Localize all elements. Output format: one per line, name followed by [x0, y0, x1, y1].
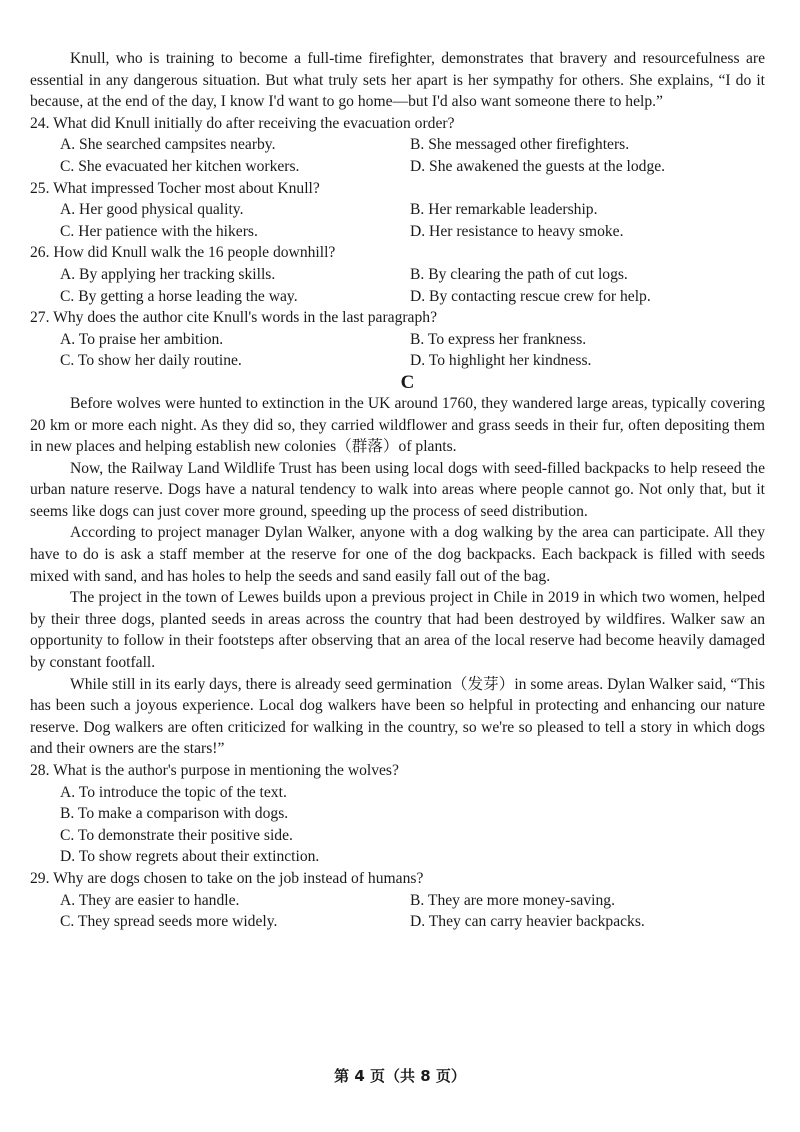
option-a: A. They are easier to handle.	[60, 891, 240, 909]
passage-c-paragraph-5: While still in its early days, there is already seed germination（发芽）in some areas. Dylan Walker said, “This has been such a joyous experience. Local dog walkers have been so helpful in protecting and enhancing our nature reserve. Dog walkers are often criticized for walking in the country, so we're so pleased to tell a story in which dogs and their owners are the stars!”	[30, 675, 765, 758]
option-d: D. She awakened the guests at the lodge.	[410, 157, 666, 175]
question-stem: 24. What did Knull initially do after receiving the evacuation order?	[30, 114, 455, 132]
option-d: D. Her resistance to heavy smoke.	[410, 222, 624, 240]
option-a: A. Her good physical quality.	[60, 201, 244, 219]
option-b: B. To make a comparison with dogs.	[60, 805, 289, 823]
question-24	[30, 113, 765, 178]
question-stem: 26. How did Knull walk the 16 people downhill?	[30, 244, 336, 262]
passage-c-paragraph-4: The project in the town of Lewes builds upon a previous project in Chile in 2019 in which two women, helped by their three dogs, planted seeds in areas across the country that had been destroyed by wildfires. Walker saw an opportunity to follow in their footsteps after observing that an area of the local reserve had become heavily damaged by constant footfall.	[30, 589, 765, 672]
option-b: B. By clearing the path of cut logs.	[410, 265, 628, 283]
passage-b-paragraph: Knull, who is training to become a full-time firefighter, demonstrates that bravery and resourcefulness are essential in any dangerous situation. But what truly sets her apart is her sympathy for others. She explains, “I do it because, at the end of the day, I know I'd want to go home—but I'd also want someone there to help.”	[30, 50, 765, 111]
option-c: C. To show her daily routine.	[60, 352, 242, 370]
question-29	[30, 868, 765, 933]
question-stem: 27. Why does the author cite Knull's words in the last paragraph?	[30, 309, 437, 327]
option-b: B. She messaged other firefighters.	[410, 136, 630, 154]
option-a: A. By applying her tracking skills.	[60, 265, 276, 283]
option-c: C. They spread seeds more widely.	[60, 913, 278, 931]
option-b: B. To express her frankness.	[410, 330, 587, 348]
question-25	[30, 178, 765, 243]
option-c: C. Her patience with the hikers.	[60, 222, 258, 240]
passage-c-paragraph-3: According to project manager Dylan Walker, anyone with a dog walking by the area can participate. All they have to do is ask a staff member at the reserve for one of the dog backpacks. Each backpack is filled with seeds mixed with sand, and has holes to help the seeds and sand easily fall out of the bag.	[30, 524, 765, 585]
question-27	[30, 307, 765, 372]
option-a: A. To praise her ambition.	[60, 330, 224, 348]
option-c: C. She evacuated her kitchen workers.	[60, 157, 300, 175]
passage-c-paragraph-1: Before wolves were hunted to extinction in the UK around 1760, they wandered large areas, typically covering 20 km or more each night. As they did so, they carried wildflower and grass seeds in their fur, often depositing them in new places and helping establish new colonies（群落）of plants.	[30, 394, 765, 456]
options-grid	[30, 329, 765, 372]
question-stem: 25. What impressed Tocher most about Knull?	[30, 179, 320, 197]
option-b: B. Her remarkable leadership.	[410, 201, 598, 219]
options-grid	[30, 890, 765, 933]
question-stem: 29. Why are dogs chosen to take on the job instead of humans?	[30, 869, 424, 887]
option-d: D. To highlight her kindness.	[410, 352, 592, 370]
option-c: C. By getting a horse leading the way.	[60, 287, 298, 305]
option-d: D. They can carry heavier backpacks.	[410, 913, 645, 931]
option-a: A. To introduce the topic of the text.	[60, 783, 287, 801]
options-grid	[30, 264, 765, 307]
option-d: D. To show regrets about their extinction.	[60, 848, 320, 866]
question-stem: 28. What is the author's purpose in mentioning the wolves?	[30, 762, 399, 779]
option-d: D. By contacting rescue crew for help.	[410, 287, 651, 305]
page-body	[30, 48, 765, 933]
option-a: A. She searched campsites nearby.	[60, 136, 276, 154]
page-number-footer: 第 4 页（共 8 页）	[334, 1067, 466, 1085]
section-c-heading: C	[400, 371, 415, 393]
options-list	[30, 782, 765, 868]
options-grid	[30, 199, 765, 242]
option-c: C. To demonstrate their positive side.	[60, 826, 293, 844]
passage-c-paragraph-2: Now, the Railway Land Wildlife Trust has been using local dogs with seed-filled backpacks to help reseed the urban nature reserve. Dogs have a natural tendency to walk into areas where people cannot go. Not only that, but it seems like dogs can just cover more ground, speeding up the process of seed distribution.	[30, 459, 765, 520]
question-26	[30, 242, 765, 307]
option-b: B. They are more money-saving.	[410, 891, 615, 909]
options-grid	[30, 134, 765, 177]
question-28	[30, 760, 765, 868]
